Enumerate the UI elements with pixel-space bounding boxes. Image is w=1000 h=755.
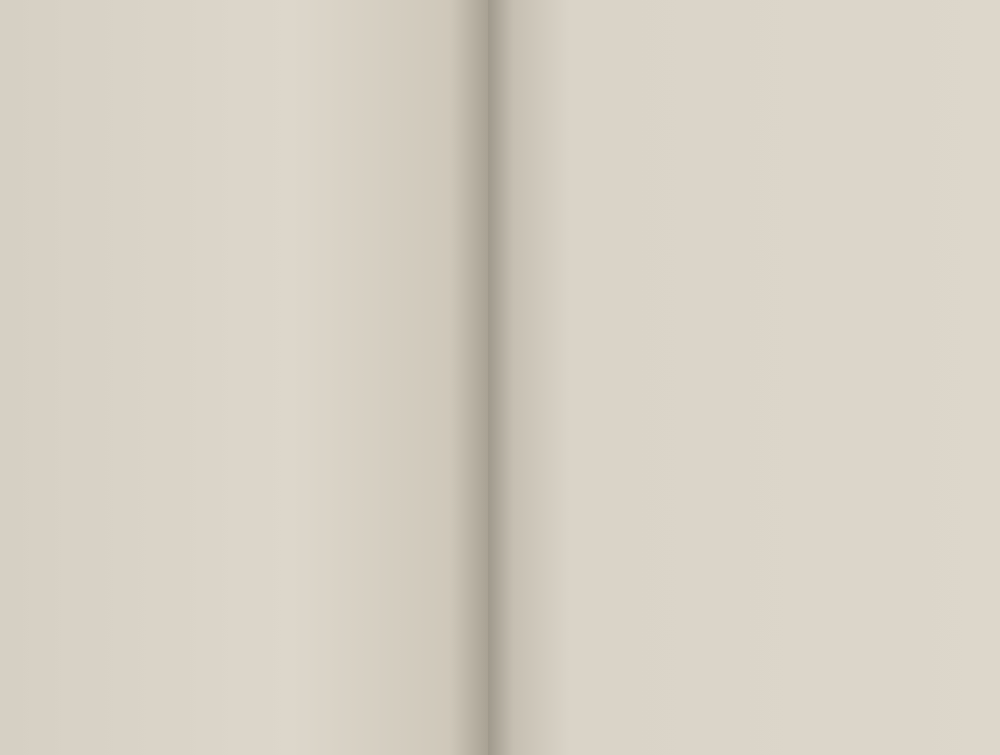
right-page bbox=[488, 0, 1000, 755]
left-page bbox=[0, 0, 488, 755]
